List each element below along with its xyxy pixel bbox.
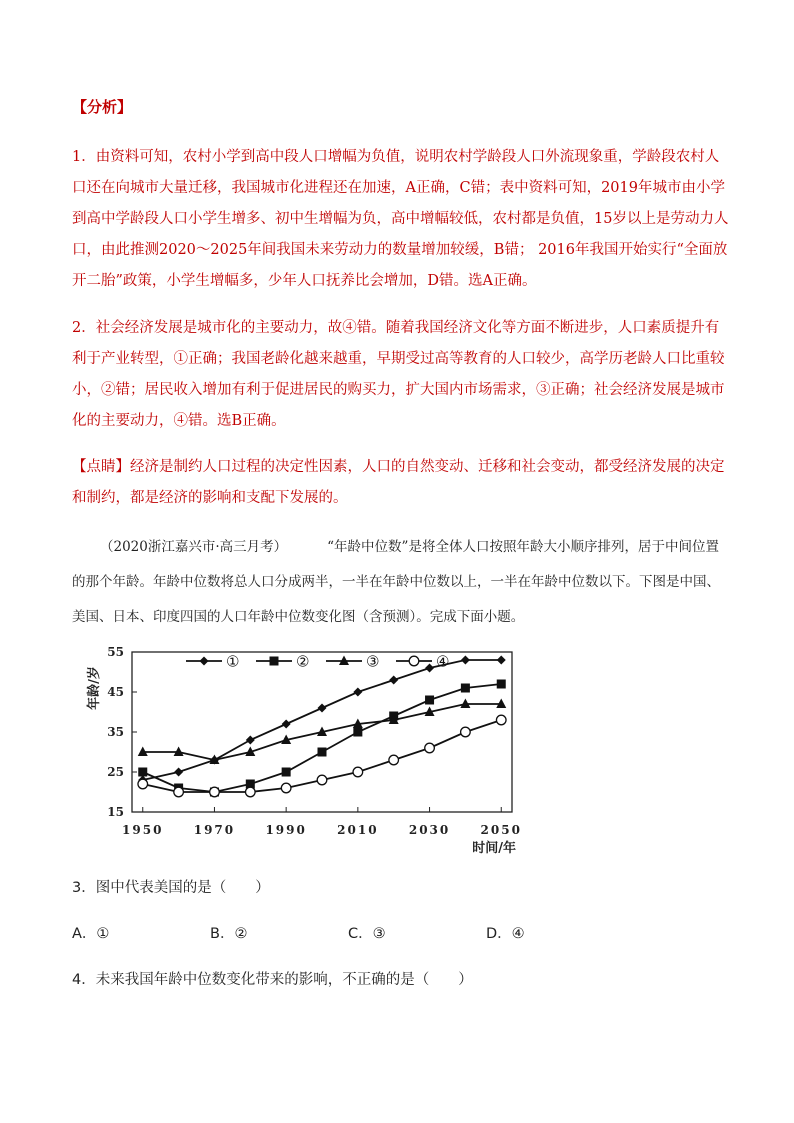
legend-label-1: ①: [226, 652, 240, 671]
series-4-point: [138, 779, 148, 789]
series-4-point: [425, 743, 435, 753]
question-intro-text: “年龄中位数”是将全体人口按照年龄大小顺序排列，居于中间位置的那个年龄。年龄中位数将总人口分成两半，一半在年龄中位数以上，一半在年龄中位数以下。下图是中国、美国、日本、印度四国的人口年龄中位数变化图（含预测）。完成下面小题。: [72, 539, 720, 625]
series-2-point: [425, 696, 434, 705]
question-4: 4．未来我国年龄中位数变化带来的影响，不正确的是（ ）: [72, 972, 473, 988]
series-4-point: [461, 727, 471, 737]
x-tick-label: 1970: [193, 823, 236, 837]
series-4-point: [317, 775, 327, 785]
series-4-point: [174, 787, 184, 797]
series-4-point: [496, 715, 506, 725]
legend-label-2: ②: [296, 652, 310, 671]
y-tick-label: 25: [107, 765, 124, 779]
series-1-point: [318, 704, 327, 713]
chart-plot-area: [86, 645, 522, 856]
y-tick-label: 15: [107, 805, 124, 819]
option-d[interactable]: D．④: [486, 926, 525, 942]
x-axis-label: 时间/年: [472, 841, 516, 856]
series-2-point: [497, 680, 506, 689]
x-tick-label: 2030: [408, 823, 451, 837]
series-1-point: [353, 688, 362, 697]
series-1-point: [425, 664, 434, 673]
series-line-1: [143, 660, 501, 780]
analysis-paragraph-2: 2．社会经济发展是城市化的主要动力，故④错。随着我国经济文化等方面不断进步，人口素质提升有利于产业转型，①正确；我国老龄化越来越重，早期受过高等教育的人口较少，高学历老龄人口比重较小，②错；居民收入增加有利于促进居民的购买力，扩大国内市场需求，③正确；社会经济发展是城市化的主要动力，④错。选B正确。: [72, 320, 725, 429]
series-4-point: [246, 787, 256, 797]
question-3: 3．图中代表美国的是（ ）: [72, 880, 270, 896]
analysis-heading: 【分析】: [72, 98, 133, 116]
question-intro: [72, 530, 732, 635]
analysis-paragraph-1: 1．由资料可知，农村小学到高中段人口增幅为负值，说明农村学龄段人口外流现象重，学龄段农村人口还在向城市大量迁移，我国城市化进程还在加速，A正确，C错；表中资料可知，2019年城市由小学到高中学龄段人口小学生增多、初中生增幅为负，高中增幅较低，农村都是负值，15岁以上是劳动力人口，由此推测2020～2025年间我国未来劳动力的数量增加较缓，B错； 2016年我国开始实行“全面放开二胎”政策，小学生增幅多，少年人口抚养比会增加，D错。选A正确。: [72, 149, 729, 289]
series-2-point: [353, 728, 362, 737]
series-2-point: [318, 748, 327, 757]
x-tick-label: 2050: [480, 823, 522, 837]
series-1-point: [389, 676, 398, 685]
y-tick-label: 55: [107, 645, 124, 659]
y-axis-label: 年龄/岁: [87, 666, 102, 710]
series-1-point: [282, 720, 291, 729]
series-4-point: [281, 783, 291, 793]
series-4-point: [353, 767, 363, 777]
series-1-point: [246, 736, 255, 745]
legend-marker-2: [270, 657, 279, 666]
legend-marker-4: [409, 656, 419, 666]
option-b[interactable]: B．②: [210, 926, 248, 942]
x-tick-label: 2010: [337, 823, 379, 837]
series-2-point: [282, 768, 291, 777]
question-source: （2020浙江嘉兴市·高三月考）: [100, 539, 288, 555]
option-a[interactable]: A．①: [72, 926, 110, 942]
option-c[interactable]: C．③: [348, 926, 386, 942]
series-4-point: [210, 787, 220, 797]
series-4-point: [389, 755, 399, 765]
legend-label-4: ④: [436, 652, 450, 671]
series-1-point: [461, 656, 470, 665]
series-1-point: [497, 656, 506, 665]
legend-label-3: ③: [366, 652, 380, 671]
series-1-point: [174, 768, 183, 777]
legend-marker-1: [200, 657, 209, 666]
y-tick-label: 35: [107, 725, 124, 739]
x-tick-label: 1950: [122, 823, 164, 837]
x-tick-label: 1990: [265, 823, 307, 837]
key-point-paragraph: 【点睛】经济是制约人口过程的决定性因素，人口的自然变动、迁移和社会变动，都受经济发展的决定和制约，都是经济的影响和支配下发展的。: [72, 459, 725, 506]
question-3-options: [72, 922, 624, 943]
median-age-chart: [68, 640, 528, 860]
series-2-point: [461, 684, 470, 693]
series-2-point: [138, 768, 147, 777]
y-tick-label: 45: [107, 685, 124, 699]
